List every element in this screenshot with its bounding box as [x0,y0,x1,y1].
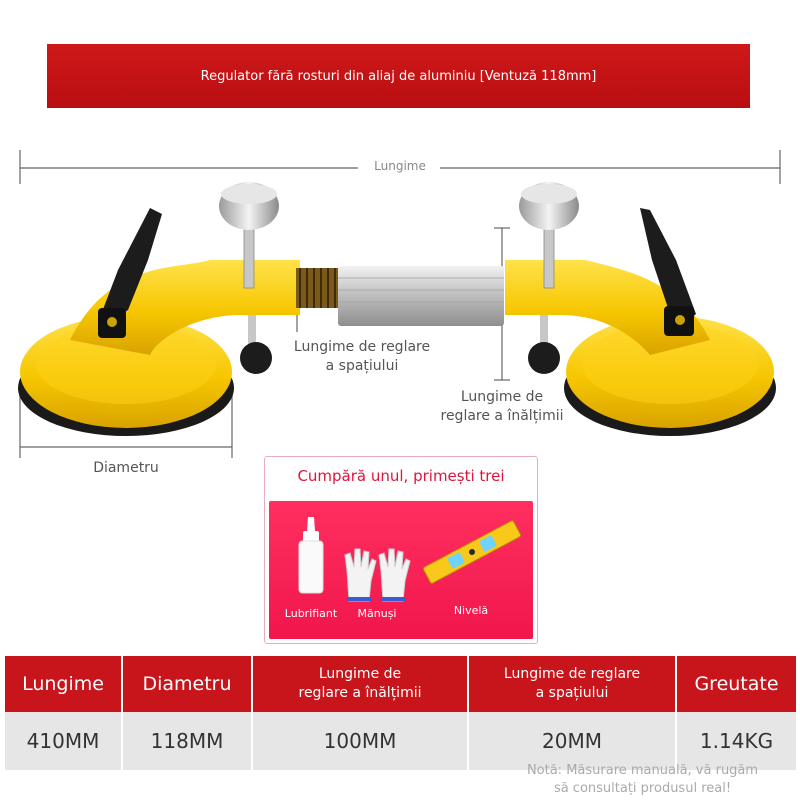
gloves-icon [339,541,419,605]
spec-header-length-text: Lungime [22,673,104,695]
spec-header-spacing-line2: a spațiului [535,685,609,701]
spec-value-length: 410MM [5,712,121,770]
spec-header-weight-text: Greutate [694,673,779,695]
gift-promo-box [264,456,538,644]
right-foot-screw [528,315,560,374]
spacing-label-line1: Lungime de reglare [293,339,431,355]
banner-title: Regulator fără rosturi din aliaj de aluminiu [Ventuză 118mm] [200,68,597,84]
measurement-note-line1: Notă: Măsurare manuală, vă rugăm [526,763,759,778]
measurement-note [500,762,785,798]
spec-header-weight [677,656,796,712]
spec-header-spacing-line1: Lungime de reglare [503,666,641,682]
title-banner [47,44,750,108]
spacing-label-line2: a spațiului [325,358,399,374]
promo-item-gloves: Mănuși [357,607,397,620]
length-label: Lungime [374,159,426,173]
spec-value-height-adjust: 100MM [253,712,467,770]
threaded-rod [296,268,340,308]
aluminum-tube [338,266,504,326]
measurement-note-line2: să consultați produsul real! [553,781,732,796]
diameter-label: Diametru [93,460,159,476]
spec-header-height-line1: Lungime de [318,666,402,682]
promo-title: Cumpără unul, primești trei [297,467,505,485]
spec-table [5,656,796,770]
height-label-line2: reglare a înălțimii [440,408,564,424]
spec-header-diameter-text: Diametru [142,673,232,695]
promo-item-lubricant: Lubrifiant [284,607,338,620]
spec-value-weight: 1.14KG [677,712,796,770]
spec-header-spacing-adjust [469,656,675,712]
spec-header-height-adjust [253,656,467,712]
height-label-line1: Lungime de [460,389,544,405]
spirit-level-icon [417,515,527,589]
lubricant-bottle-icon [291,515,331,595]
spec-header-length [5,656,121,712]
spec-header-diameter [123,656,251,712]
height-label [412,388,592,426]
promo-item-level: Nivelă [453,604,489,617]
spec-value-diameter: 118MM [123,712,251,770]
promo-panel [269,501,533,639]
spec-header-height-line2: reglare a înălțimii [298,685,422,701]
spacing-label [262,338,462,376]
spec-value-spacing-adjust: 20MM [469,712,675,770]
